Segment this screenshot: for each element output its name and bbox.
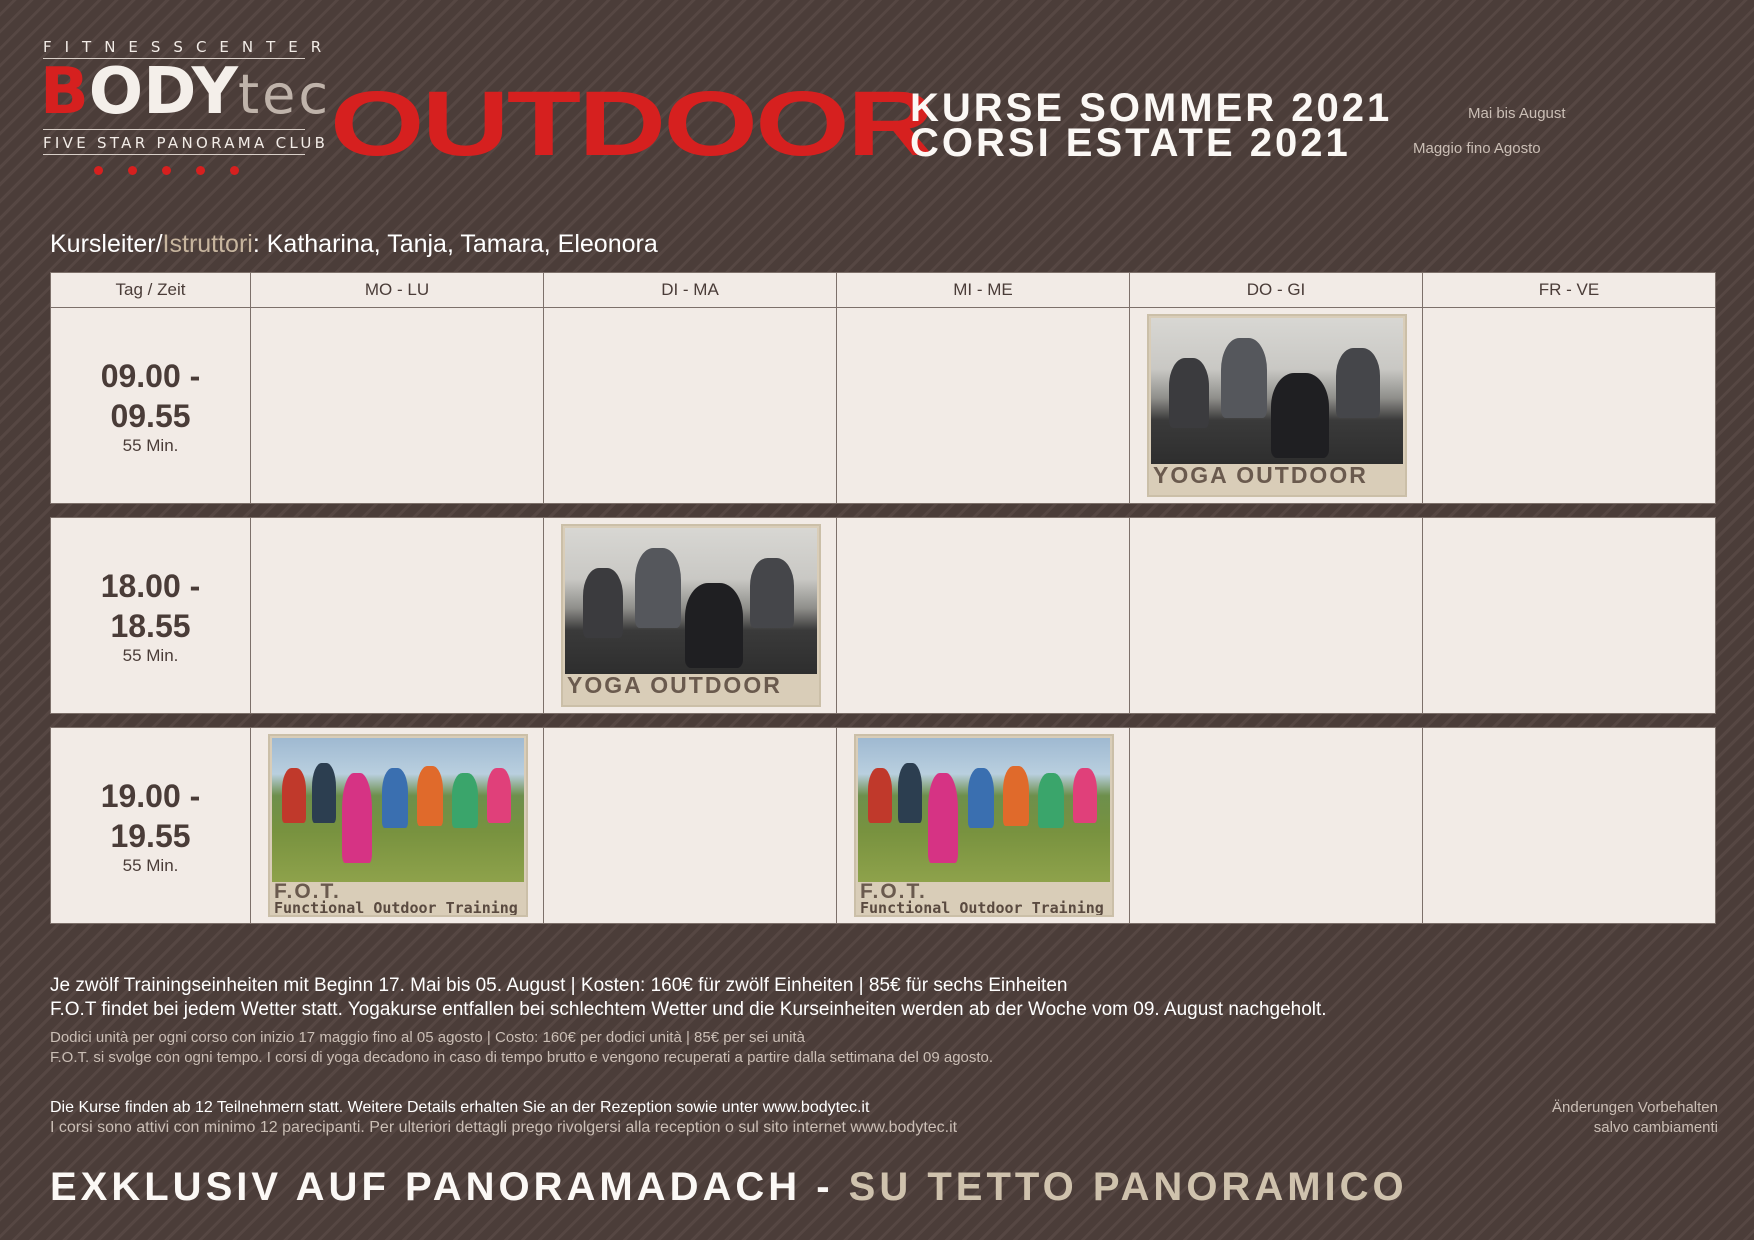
heading-de-period: Mai bis August (1468, 105, 1566, 122)
info-de-2: F.O.T findet bei jedem Wetter statt. Yogakurse entfallen bei schlechtem Wetter und die Kurseinheiten werden ab der Woche vom 09. August nachgeholt. (50, 999, 1327, 1020)
heading-it: CORSI ESTATE 2021 (910, 121, 1351, 165)
slot-empty (1129, 517, 1423, 714)
slot-empty (1422, 307, 1716, 504)
logo-letters-tec: tec (238, 63, 332, 126)
slogan (50, 1165, 1408, 1210)
course-title: F.O.T. (860, 880, 927, 903)
time-end: 09.55 (110, 397, 191, 434)
slot-wednesday-1900 (836, 727, 1130, 924)
heading-de: KURSE SOMMER 2021 (910, 86, 1393, 130)
info-de-1: Je zwölf Trainingseinheiten mit Beginn 17. Mai bis 05. August | Kosten: 160€ für zwölf Einheiten | 85€ für sechs Einheiten (50, 975, 1068, 996)
instructors-names: : Katharina, Tanja, Tamara, Eleonora (252, 230, 658, 258)
logo-letters-ody: ODY (88, 55, 238, 129)
slot-tuesday-1800 (543, 517, 837, 714)
time-slot-0900 (50, 307, 251, 504)
header-friday: FR - VE (1422, 272, 1716, 308)
instructors-line (50, 230, 658, 259)
star-icon (128, 166, 137, 175)
star-icon (196, 166, 205, 175)
time-start: 09.00 - (100, 357, 201, 394)
logo-stars (94, 166, 239, 175)
header-monday: MO - LU (250, 272, 544, 308)
slot-thursday-0900 (1129, 307, 1423, 504)
slot-empty (250, 517, 544, 714)
logo-letter-b: B (40, 55, 89, 129)
course-title: YOGA OUTDOOR (567, 672, 782, 698)
fot-photo (858, 738, 1110, 882)
slot-empty (1129, 727, 1423, 924)
slot-empty (250, 307, 544, 504)
time-end: 19.55 (110, 817, 191, 854)
logo-divider (43, 129, 305, 130)
slot-empty (1422, 727, 1716, 924)
header-wednesday: MI - ME (836, 272, 1130, 308)
duration: 55 Min. (122, 645, 179, 665)
slogan-it: SU TETTO PANORAMICO (848, 1165, 1408, 1209)
header-tuesday: DI - MA (543, 272, 837, 308)
course-card-yoga[interactable] (1147, 314, 1407, 497)
logo (40, 55, 332, 129)
course-card-fot[interactable] (854, 734, 1114, 917)
logo-subtitle: FIVE STAR PANORAMA CLUB (43, 134, 329, 152)
star-icon (162, 166, 171, 175)
course-card-fot[interactable] (268, 734, 528, 917)
info-it-3: I corsi sono attivi con minimo 12 parecipanti. Per ulteriori dettagli prego rivolgersi alla reception o sul sito internet www.bodytec.it (50, 1119, 958, 1136)
course-title: F.O.T. (274, 880, 341, 903)
time-end: 18.55 (110, 607, 191, 644)
time-slot-1900 (50, 727, 251, 924)
star-icon (94, 166, 103, 175)
duration: 55 Min. (122, 435, 179, 455)
slot-empty (836, 307, 1130, 504)
header-day-time: Tag / Zeit (50, 272, 251, 308)
course-title: YOGA OUTDOOR (1153, 462, 1368, 488)
time-slot-1800 (50, 517, 251, 714)
info-de-3: Die Kurse finden ab 12 Teilnehmern statt. Weitere Details erhalten Sie an der Rezeption sowie unter www.bodytec.it (50, 1099, 870, 1116)
slot-empty (543, 727, 837, 924)
yoga-photo (1151, 318, 1403, 464)
heading-it-period: Maggio fino Agosto (1413, 140, 1541, 157)
duration: 55 Min. (122, 855, 179, 875)
star-icon (230, 166, 239, 175)
fot-photo (272, 738, 524, 882)
yoga-photo (565, 528, 817, 674)
logo-tagline: FITNESSCENTER (43, 38, 335, 56)
slot-empty (836, 517, 1130, 714)
logo-divider (43, 154, 305, 155)
course-subtitle: Functional Outdoor Training (274, 899, 518, 917)
slot-monday-1900 (250, 727, 544, 924)
slogan-de: EXKLUSIV AUF PANORAMADACH - (50, 1165, 849, 1209)
time-start: 19.00 - (100, 777, 201, 814)
info-it-2: F.O.T. si svolge con ogni tempo. I corsi di yoga decadono in caso di tempo brutto e vengono recuperati a partire dalla settimana del 09 agosto. (50, 1049, 994, 1066)
instructors-label-de: Kursleiter/ (50, 230, 163, 258)
course-subtitle: Functional Outdoor Training (860, 899, 1104, 917)
slot-empty (543, 307, 837, 504)
header-thursday: DO - GI (1129, 272, 1423, 308)
course-card-yoga[interactable] (561, 524, 821, 707)
info-it-1: Dodici unità per ogni corso con inizio 17 maggio fino al 05 agosto | Costo: 160€ per dodici unità | 85€ per sei unità (50, 1029, 805, 1046)
title-outdoor: OUTDOOR (330, 73, 933, 175)
time-start: 18.00 - (100, 567, 201, 604)
changes-it: salvo cambiamenti (1593, 1119, 1718, 1136)
changes-de: Änderungen Vorbehalten (1552, 1099, 1718, 1116)
slot-empty (1422, 517, 1716, 714)
instructors-label-it: Istruttori (162, 230, 253, 258)
